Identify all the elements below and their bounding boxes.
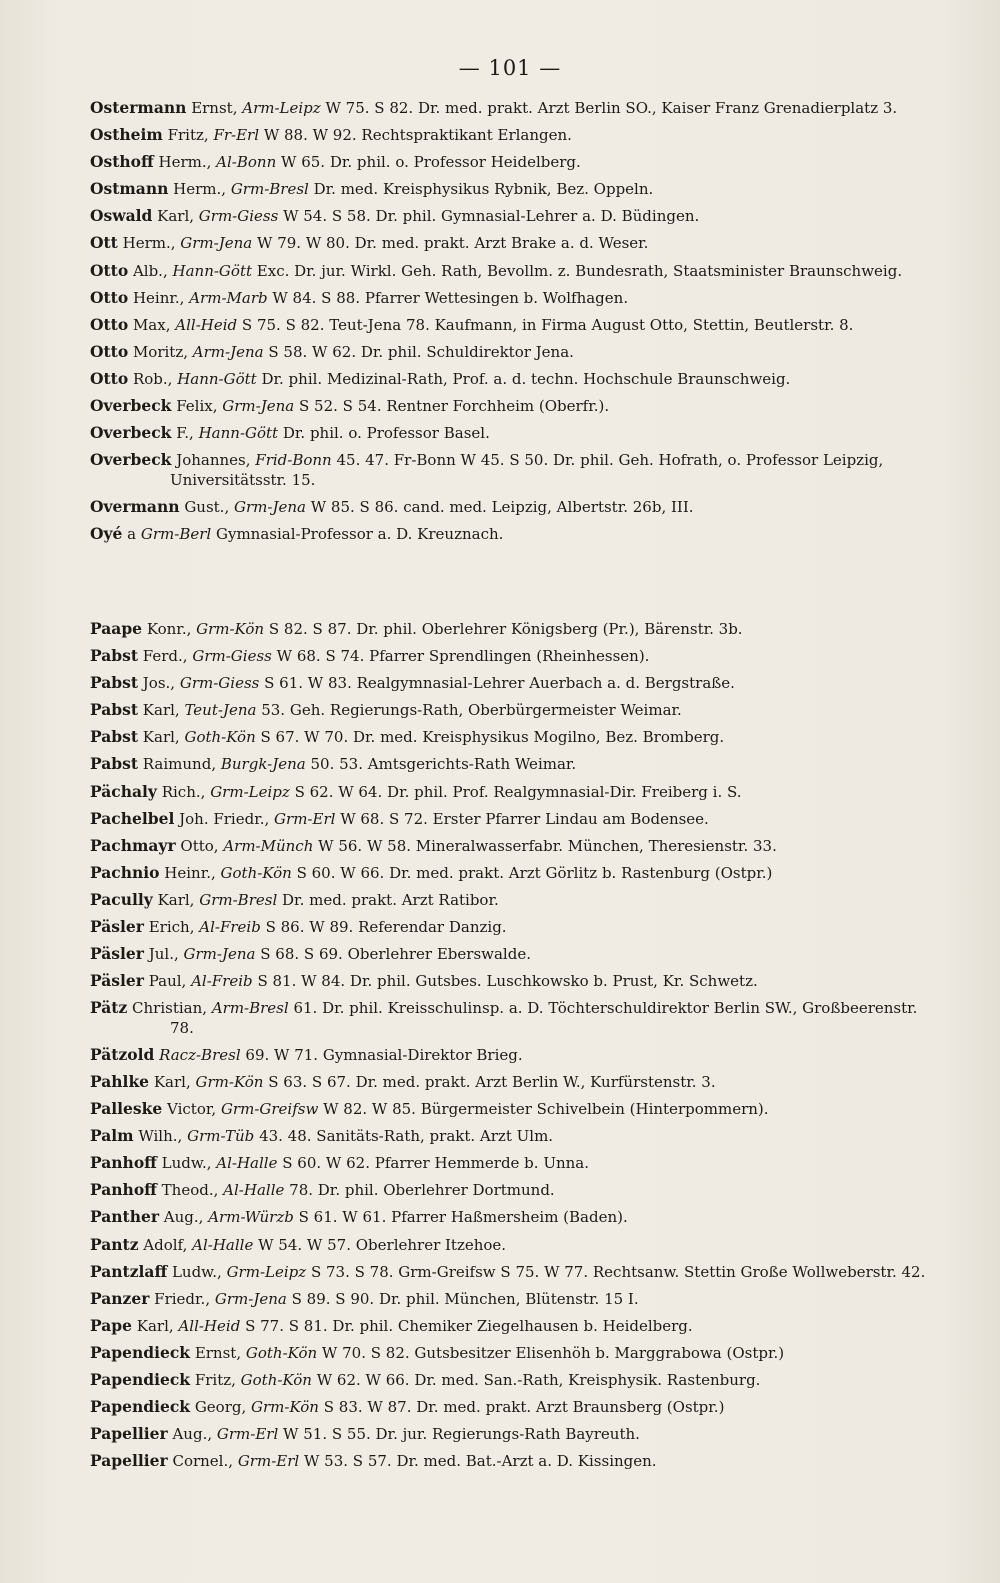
entry-given-name: Ernst, (194, 1343, 242, 1362)
entry-surname: Overbeck (90, 423, 172, 443)
entry-details: W 84. S 88. Pfarrer Wettesingen b. Wolfhagen. (272, 288, 629, 307)
entry-surname: Oyé (90, 523, 123, 543)
entry-surname: Palm (90, 1126, 134, 1146)
entry-given-name: Konr., (146, 620, 192, 638)
entry-details: Dr. phil. Medizinal-Rath, Prof. a. d. techn. Hochschule Braunschweig. (261, 369, 791, 388)
list-item (90, 1126, 930, 1147)
list-item (90, 1207, 930, 1228)
entry-given-name: Cornel., (172, 1452, 234, 1471)
entry-corps: Al-Freib (199, 918, 261, 937)
list-item (90, 1235, 930, 1256)
entry-corps: Al-Halle (216, 1154, 278, 1173)
entry-corps: Frid-Bonn (255, 451, 332, 470)
entry-corps: Grm-Giess (179, 674, 260, 693)
entry-corps: Grm-Erl (274, 809, 336, 828)
entry-details: S 75. S 82. Teut-Jena 78. Kaufmann, in Firma August Otto, Stettin, Beutlerstr. 8. (241, 315, 854, 334)
entry-details: S 77. S 81. Dr. phil. Chemiker Ziegelhausen b. Heidelberg. (245, 1316, 693, 1335)
entry-details: W 56. W 58. Mineralwasserfabr. München, Theresienstr. 33. (318, 836, 777, 855)
entry-corps: Grm-Giess (192, 647, 272, 666)
entry-details: W 88. W 92. Rechtspraktikant Erlangen. (263, 126, 572, 145)
entry-details: Gymnasial-Professor a. D. Kreuznach. (215, 524, 504, 543)
entry-details: Dr. med. Kreisphysikus Rybnik, Bez. Oppeln. (313, 180, 654, 199)
entry-details: 61. Dr. phil. Kreisschulinsp. a. D. Töchterschuldirektor Berlin SW., Großbeerenstr. 78. (170, 999, 918, 1037)
entry-surname: Pachnio (90, 862, 160, 882)
entry-details: S 61. W 83. Realgymnasial-Lehrer Auerbach a. d. Bergstraße. (264, 674, 735, 693)
entry-details: S 68. S 69. Oberlehrer Eberswalde. (260, 945, 531, 964)
entry-given-name: Fritz, (167, 126, 209, 145)
section-divider (90, 551, 930, 619)
entry-details: W 53. S 57. Dr. med. Bat.-Arzt a. D. Kissingen. (303, 1452, 657, 1471)
entry-surname: Osthoff (90, 152, 154, 172)
entry-surname: Overmann (90, 496, 180, 516)
entry-details: S 61. W 61. Pfarrer Haßmersheim (Baden). (298, 1208, 628, 1227)
list-item (90, 1289, 930, 1310)
entry-details: S 83. W 87. Dr. med. prakt. Arzt Braunsberg (Ostpr.) (323, 1398, 725, 1417)
entry-corps: Arm-Jena (192, 342, 264, 361)
entry-details: S 81. W 84. Dr. phil. Gutsbes. Luschkowsko b. Prust, Kr. Schwetz. (257, 972, 758, 991)
list-item (90, 1180, 930, 1201)
entry-details: Exc. Dr. jur. Wirkl. Geh. Rath, Bevollm. z. Bundesrath, Staatsminister Braunschweig. (256, 261, 903, 280)
entry-details: W 68. S 72. Erster Pfarrer Lindau am Bodensee. (340, 809, 709, 828)
entry-corps: Grm-Kön (196, 620, 265, 638)
list-item (90, 206, 930, 227)
entry-given-name: Herm., (122, 234, 176, 253)
entry-corps: Grm-Greifsw (220, 1100, 319, 1119)
entry-given-name: a (127, 524, 137, 543)
entry-details: S 63. S 67. Dr. med. prakt. Arzt Berlin W., Kurfürstenstr. 3. (268, 1073, 716, 1091)
entry-details: S 86. W 89. Referendar Danzig. (265, 918, 507, 937)
entry-corps: Grm-Jena (214, 1289, 287, 1308)
entry-given-name: Paul, (148, 972, 187, 991)
list-item (90, 1262, 930, 1283)
list-item (90, 423, 930, 444)
list-item (90, 998, 930, 1038)
entry-details: W 62. W 66. Dr. med. San.-Rath, Kreisphysik. Rastenburg. (316, 1371, 761, 1390)
entry-surname: Pape (90, 1315, 132, 1335)
entry-given-name: Wilh., (138, 1127, 183, 1146)
entry-surname: Pahlke (90, 1072, 150, 1091)
entry-surname: Pachelbel (90, 808, 175, 828)
entry-given-name: Herm., (158, 153, 212, 172)
entry-details: W 75. S 82. Dr. med. prakt. Arzt Berlin SO., Kaiser Franz Grenadierplatz 3. (325, 99, 898, 117)
entry-corps: Al-Halle (192, 1235, 254, 1254)
list-item (90, 1045, 930, 1066)
entry-corps: Goth-Kön (245, 1343, 318, 1362)
entry-given-name: Christian, (132, 999, 208, 1018)
entry-given-name: Adolf, (143, 1235, 188, 1254)
list-item (90, 288, 930, 309)
entry-details: 69. W 71. Gymnasial-Direktor Brieg. (245, 1045, 523, 1064)
entry-given-name: Jos., (142, 674, 176, 693)
entry-given-name: Karl, (157, 207, 195, 226)
entry-corps: Grm-Jena (183, 945, 256, 964)
entry-details: Dr. med. prakt. Arzt Ratibor. (282, 890, 499, 909)
entry-details: Dr. phil. o. Professor Basel. (282, 424, 490, 443)
entry-given-name: Gust., (184, 497, 230, 516)
entry-given-name: Karl, (136, 1316, 174, 1335)
entry-corps: Grm-Kön (251, 1398, 319, 1417)
entry-surname: Paape (90, 619, 143, 638)
entry-corps: Grm-Giess (198, 207, 279, 226)
list-item (90, 971, 930, 992)
entry-corps: Racz-Bresl (159, 1045, 241, 1064)
entry-surname: Pabst (90, 727, 139, 747)
list-item (90, 315, 930, 336)
entry-given-name: Joh. Friedr., (179, 809, 270, 828)
list-item (90, 727, 930, 748)
entry-corps: Grm-Bresl (199, 890, 278, 909)
list-item (90, 754, 930, 775)
list-item (90, 1424, 930, 1445)
entry-given-name: Aug., (172, 1425, 213, 1444)
list-item (90, 646, 930, 667)
entry-surname: Oswald (90, 206, 153, 226)
entry-corps: Arm-Marb (189, 288, 268, 307)
entry-given-name: Heinr., (132, 288, 185, 307)
entry-corps: Hann-Gött (198, 424, 279, 443)
list-item (90, 152, 930, 173)
entry-surname: Panhoff (90, 1153, 157, 1173)
list-item (90, 673, 930, 694)
entry-surname: Papellier (90, 1451, 168, 1471)
list-item (90, 1343, 930, 1364)
list-item (90, 619, 930, 640)
entry-details: 50. 53. Amtsgerichts-Rath Weimar. (310, 755, 577, 774)
entry-surname: Pantz (90, 1234, 139, 1254)
entry-details: W 79. W 80. Dr. med. prakt. Arzt Brake a. d. Weser. (257, 234, 649, 253)
entry-given-name: Aug., (163, 1208, 204, 1227)
list-item (90, 836, 930, 857)
entry-details: W 54. W 57. Oberlehrer Itzehoe. (258, 1235, 507, 1254)
entry-surname: Päsler (90, 971, 144, 991)
entry-given-name: Ludw., (171, 1262, 222, 1281)
entry-given-name: Johannes, (176, 451, 251, 470)
list-item (90, 1451, 930, 1472)
entry-given-name: F., (176, 424, 194, 443)
entry-surname: Pachmayr (90, 835, 176, 855)
entry-surname: Otto (90, 314, 129, 334)
entry-given-name: Alb., (132, 261, 168, 280)
entry-details: 78. Dr. phil. Oberlehrer Dortmund. (289, 1181, 555, 1200)
entry-given-name: Jul., (148, 945, 179, 964)
entry-given-name: Herm., (173, 180, 227, 199)
list-item (90, 497, 930, 518)
entry-surname: Papendieck (90, 1397, 191, 1417)
entry-surname: Pabst (90, 754, 139, 774)
list-item (90, 917, 930, 938)
entry-corps: Grm-Berl (140, 524, 212, 543)
entry-given-name: Max, (132, 315, 171, 334)
entry-surname: Ostmann (90, 179, 169, 199)
list-item (90, 369, 930, 390)
entry-surname: Päsler (90, 917, 144, 937)
entry-details: S 89. S 90. Dr. phil. München, Blütenstr. 15 I. (291, 1289, 639, 1308)
entry-surname: Pächaly (90, 781, 157, 801)
entry-corps: Grm-Erl (216, 1425, 279, 1444)
list-item (90, 98, 930, 119)
entry-given-name: Erich, (148, 918, 195, 937)
entry-corps: Grm-Jena (234, 497, 306, 516)
entry-corps: Teut-Jena (184, 701, 257, 720)
entry-corps: Hann-Gött (177, 369, 257, 388)
entry-surname: Pätzold (90, 1044, 155, 1064)
entry-details: S 60. W 66. Dr. med. prakt. Arzt Görlitz b. Rastenburg (Ostpr.) (296, 863, 773, 882)
entry-corps: Grm-Jena (222, 397, 295, 416)
list-item (90, 700, 930, 721)
entry-details: S 52. S 54. Rentner Forchheim (Oberfr.). (299, 397, 610, 416)
entry-corps: Grm-Tüb (187, 1127, 255, 1146)
entry-surname: Pabst (90, 673, 139, 693)
entry-details: W 70. S 82. Gutsbesitzer Elisenhöh b. Marggrabowa (Ostpr.) (321, 1343, 785, 1362)
entry-details: 43. 48. Sanitäts-Rath, prakt. Arzt Ulm. (259, 1127, 554, 1146)
entries-section-p (90, 619, 930, 1472)
entry-surname: Papendieck (90, 1342, 191, 1362)
entry-given-name: Karl, (142, 701, 180, 720)
entry-given-name: Moritz, (132, 342, 189, 361)
entry-surname: Pätz (90, 998, 128, 1018)
entry-given-name: Ludw., (161, 1154, 212, 1173)
list-item (90, 233, 930, 254)
entry-corps: Grm-Leipz (226, 1262, 307, 1281)
entry-surname: Otto (90, 368, 129, 388)
entry-details: S 73. S 78. Grm-Greifsw S 75. W 77. Rechtsanw. Stettin Große Wollweberstr. 42. (310, 1262, 926, 1281)
entry-surname: Otto (90, 260, 129, 280)
entry-details: W 82. W 85. Bürgermeister Schivelbein (Hinterpommern). (323, 1100, 769, 1119)
entry-details: W 54. S 58. Dr. phil. Gymnasial-Lehrer a. D. Büdingen. (283, 207, 700, 226)
entry-surname: Ott (90, 233, 118, 253)
entry-surname: Panzer (90, 1288, 150, 1308)
entry-corps: Grm-Kön (195, 1073, 264, 1091)
entry-corps: Goth-Kön (184, 728, 256, 747)
entry-corps: Arm-Münch (223, 836, 314, 855)
list-item (90, 179, 930, 200)
entry-details: W 68. S 74. Pfarrer Sprendlingen (Rheinhessen). (276, 647, 650, 666)
list-item (90, 782, 930, 803)
entry-surname: Pacully (90, 889, 153, 909)
entry-surname: Ostermann (90, 98, 187, 117)
entry-given-name: Felix, (176, 397, 218, 416)
entry-details: 45. 47. Fr-Bonn W 45. S 50. Dr. phil. Geh. Hofrath, o. Professor Leipzig, Universitätsstr. 15. (170, 451, 884, 489)
entry-corps: Goth-Kön (220, 863, 292, 882)
entry-details: W 65. Dr. phil. o. Professor Heidelberg. (281, 153, 581, 172)
entry-corps: Goth-Kön (240, 1371, 312, 1390)
entry-given-name: Raimund, (142, 755, 217, 774)
entry-corps: Hann-Gött (172, 261, 252, 280)
entry-given-name: Karl, (142, 728, 180, 747)
entry-corps: Arm-Leipz (242, 99, 321, 117)
list-item (90, 342, 930, 363)
entry-details: 53. Geh. Regierungs-Rath, Oberbürgermeister Weimar. (261, 701, 682, 720)
list-item (90, 1099, 930, 1120)
entry-details: S 82. S 87. Dr. phil. Oberlehrer Königsberg (Pr.), Bärenstr. 3b. (268, 620, 743, 638)
entry-given-name: Ferd., (142, 647, 188, 666)
entry-corps: Grm-Bresl (230, 180, 309, 199)
entry-surname: Pabst (90, 700, 139, 720)
entry-surname: Pantzlaff (90, 1261, 168, 1281)
list-item (90, 450, 930, 490)
list-item (90, 1397, 930, 1418)
entry-given-name: Karl, (153, 1073, 191, 1091)
entry-details: W 85. S 86. cand. med. Leipzig, Albertstr. 26b, III. (310, 497, 694, 516)
entries-section-o (90, 98, 930, 544)
entry-surname: Otto (90, 287, 129, 307)
entry-corps: Grm-Leipz (210, 782, 290, 801)
entry-given-name: Fritz, (194, 1371, 236, 1390)
entry-given-name: Rob., (132, 369, 173, 388)
entry-given-name: Victor, (167, 1100, 217, 1119)
entry-given-name: Otto, (180, 836, 219, 855)
list-item (90, 1316, 930, 1337)
entry-surname: Panther (90, 1207, 160, 1227)
entry-given-name: Theod., (161, 1181, 219, 1200)
entry-surname: Päsler (90, 944, 144, 964)
entry-corps: Al-Bonn (216, 153, 277, 172)
entry-surname: Overbeck (90, 396, 172, 416)
entry-surname: Pabst (90, 646, 139, 666)
list-item (90, 261, 930, 282)
entry-corps: Al-Freib (191, 972, 253, 991)
entry-details: S 58. W 62. Dr. phil. Schuldirektor Jena. (268, 342, 574, 361)
list-item (90, 809, 930, 830)
entry-corps: Grm-Jena (180, 234, 253, 253)
list-item (90, 890, 930, 911)
entry-corps: Al-Halle (223, 1181, 285, 1200)
entry-given-name: Karl, (157, 890, 195, 909)
entry-details: S 62. W 64. Dr. phil. Prof. Realgymnasial-Dir. Freiberg i. S. (294, 782, 742, 801)
entry-given-name: Friedr., (154, 1289, 211, 1308)
entry-surname: Overbeck (90, 450, 172, 470)
list-item (90, 396, 930, 417)
entry-surname: Ostheim (90, 125, 163, 145)
list-item (90, 1370, 930, 1391)
entry-corps: Burgk-Jena (220, 755, 306, 774)
entry-corps: All-Heid (175, 315, 238, 334)
entry-surname: Otto (90, 341, 129, 361)
list-item (90, 863, 930, 884)
entry-details: W 51. S 55. Dr. jur. Regierungs-Rath Bayreuth. (283, 1425, 640, 1444)
entry-given-name: Ernst, (191, 99, 238, 117)
entry-details: S 67. W 70. Dr. med. Kreisphysikus Mogilno, Bez. Bromberg. (260, 728, 725, 747)
list-item (90, 1072, 930, 1093)
entry-given-name: Rich., (161, 782, 206, 801)
entry-given-name: Georg, (194, 1398, 247, 1417)
entry-surname: Papendieck (90, 1370, 191, 1390)
entry-surname: Papellier (90, 1424, 168, 1444)
entry-corps: Arm-Würzb (208, 1208, 294, 1227)
entry-given-name: Heinr., (164, 863, 216, 882)
entry-corps: Grm-Erl (237, 1452, 300, 1471)
list-item (90, 125, 930, 146)
list-item (90, 1153, 930, 1174)
entry-corps: All-Heid (178, 1316, 241, 1335)
entry-details: S 60. W 62. Pfarrer Hemmerde b. Unna. (282, 1154, 589, 1173)
list-item (90, 944, 930, 965)
entry-corps: Fr-Erl (213, 126, 260, 145)
list-item (90, 524, 930, 545)
entry-corps: Arm-Bresl (211, 999, 289, 1018)
page-number: — 101 — (458, 56, 562, 80)
entry-surname: Palleske (90, 1099, 163, 1119)
entry-surname: Panhoff (90, 1180, 157, 1200)
